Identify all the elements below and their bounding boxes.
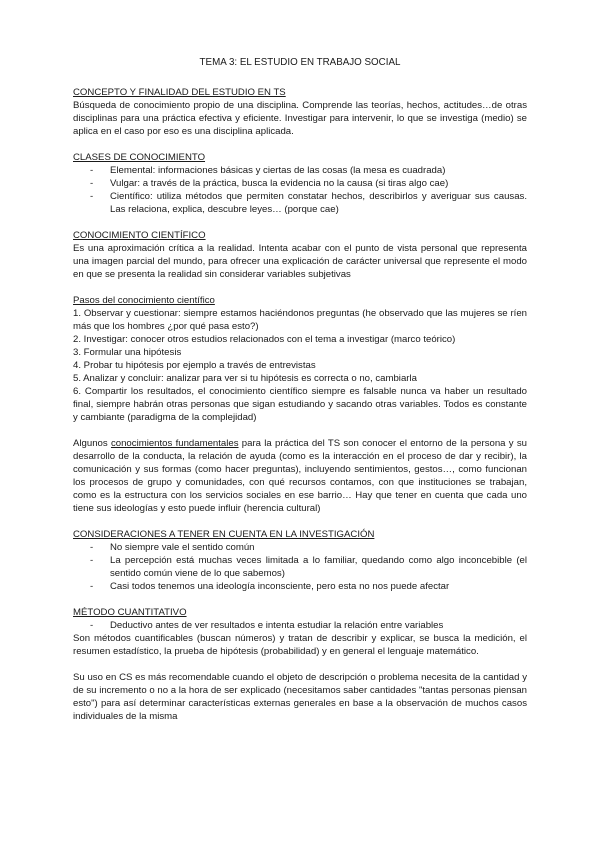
list-item: 5. Analizar y concluir: analizar para ver si tu hipótesis es correcta o no, cambiarla [73,373,417,384]
list-item: - Deductivo antes de ver resultados e intenta estudiar la relación entre variables [73,619,527,632]
fundamentales-underlined: conocimientos fundamentales [110,438,239,449]
list-item: - Vulgar: a través de la práctica, busca la evidencia no la causa (si tiras algo cae) [73,177,527,190]
fundamentales-rest: para la práctica del TS son conocer el entorno de la persona y su desarrollo de la conducta, la relación de ayuda (como es la interacción en el proceso de dar y recibir), la comunicación y sus formas (como hacer preguntas), incluyendo sentimientos, gestos…, como funcionan los procesos de grupo y comunidades, con qué recursos contamos, con que instituciones se trabajan, como es la estructura con los servicios sociales en ese barrio… Hay que tener en cuenta que cada uno tiene sus ideologías y esto puede influir (herencia cultural) [73,438,527,514]
list-consideraciones [73,541,527,593]
heading-consideraciones: CONSIDERACIONES A TENER EN CUENTA EN LA INVESTIGACIÓN [73,529,375,540]
list-item: 4. Probar tu hipótesis por ejemplo a través de entrevistas [73,360,316,371]
document-title: TEMA 3: EL ESTUDIO EN TRABAJO SOCIAL [199,57,401,68]
list-clases [73,164,527,216]
list-metodo [73,619,527,632]
list-item: - Científico: utiliza métodos que permiten constatar hechos, describirlos y averiguar sus causas. Las relaciona, explica, descubre leyes… (porque cae) [73,190,527,216]
heading-cientifico: CONOCIMIENTO CIENTÍFICO [73,230,206,241]
paragraph-fundamentales [73,437,527,515]
heading-metodo: MÉTODO CUANTITATIVO [73,607,187,618]
list-item: 3. Formular una hipótesis [73,347,182,358]
list-item: - Casi todos tenemos una ideología inconsciente, pero esta no nos puede afectar [73,580,527,593]
list-item: 6. Compartir los resultados, el conocimiento científico siempre es falsable nunca va haber un resultado final, siempre habrán otras personas que sigan estudiando y sacando otras variables. Todos es constante y cambiante (paradigma de la complejidad) [73,386,527,423]
paragraph-metodo-2: Su uso en CS es más recomendable cuando el objeto de descripción o problema necesita de la cantidad y de su incremento o no a la hora de ser explicado (necesitamos saber cantidades "tantas personas piensan esto") para así determinar características externas generales en base a la observación de muchos casos individuales de la misma [73,672,527,722]
heading-pasos: Pasos del conocimiento científico [73,295,215,306]
list-item: 2. Investigar: conocer otros estudios relacionados con el tema a investigar (marco teórico) [73,334,456,345]
list-item: - Elemental: informaciones básicas y ciertas de las cosas (la mesa es cuadrada) [73,164,527,177]
paragraph-metodo-1: Son métodos cuantificables (buscan números) y tratan de describir y explicar, se busca la medición, el resumen estadístico, la prueba de hipótesis (probabilidad) y en general el lenguaje matemático. [73,633,527,657]
list-item: 1. Observar y cuestionar: siempre estamos haciéndonos preguntas (he observado que las mujeres se ríen más que los hombres ¿por qué pasa esto?) [73,308,527,332]
heading-clases: CLASES DE CONOCIMIENTO [73,152,206,163]
fundamentales-prefix: Algunos [73,438,111,449]
heading-concepto: CONCEPTO Y FINALIDAD DEL ESTUDIO EN TS [73,87,286,98]
paragraph-cientifico: Es una aproximación crítica a la realidad. Intenta acabar con el punto de vista personal que representa una imagen parcial del mundo, para ofrecer una explicación de carácter universal que represente el modo en que se presenta la realidad sin considerar variables subjetivas [73,243,527,280]
list-item: - La percepción está muchas veces limitada a lo familiar, quedando como algo inconcebible (el sentido común viene de lo que sabemos) [73,554,527,580]
list-pasos [73,307,527,424]
paragraph-concepto: Búsqueda de conocimiento propio de una disciplina. Comprende las teorías, hechos, actitudes…de otras disciplinas para una práctica efectiva y eficiente. Investigar para intervenir, lo que se investiga (medio) se aplica en el caso por eso es una disciplina aplicada. [73,100,527,137]
list-item: - No siempre vale el sentido común [73,541,527,554]
